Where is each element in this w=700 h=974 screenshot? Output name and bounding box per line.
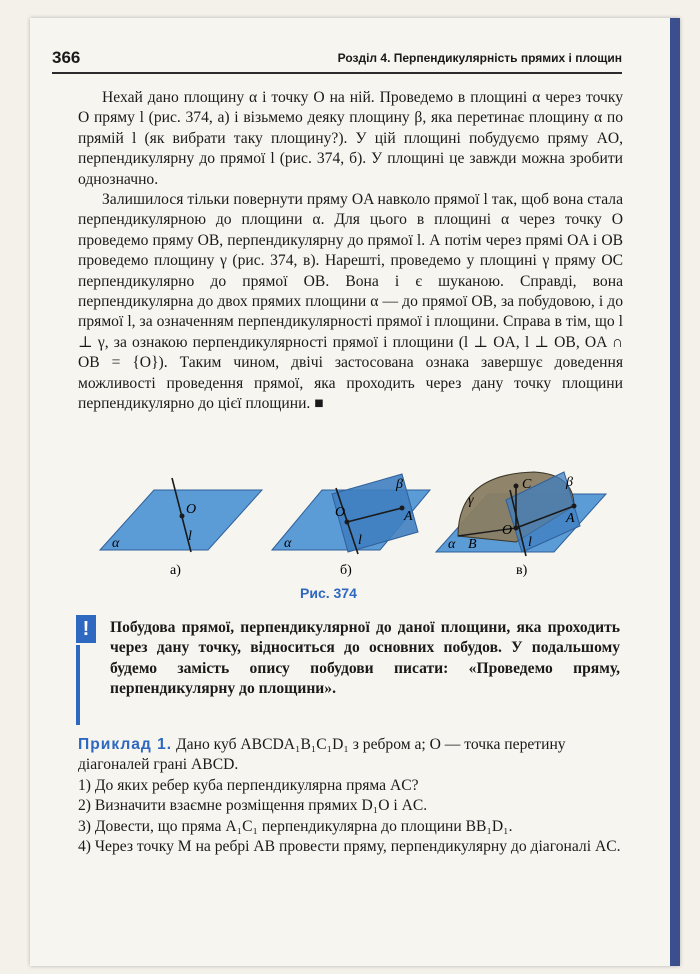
label-l-b: l [358,533,362,548]
label-C-c: C [522,477,532,492]
figure-caption: Рис. 374 [300,585,357,601]
page-header [52,48,622,74]
label-alpha-a: α [112,536,120,551]
label-beta-c: β [566,475,573,490]
plane-alpha-a [100,490,262,550]
label-O-c: O [502,523,513,538]
running-title: Розділ 4. Перпендикулярність прямих і площин [337,51,622,65]
example-item: 2) Визначити взаємне розміщення прямих D₁O і AC. [78,797,428,815]
label-O-b: O [335,505,346,520]
label-O-a: O [186,502,197,517]
example-item: 3) Довести, що пряма A₁C₁ перпендикулярна до площини BB₁D₁. [78,817,513,835]
note-box: Побудова прямої, перпендикулярної до даної площини, яка проходить через дану точку, відноситься до основних побудов. У подальшому будемо замість опису побудови писати: «Проведемо пряму, перпендикулярну до площини». [110,619,620,698]
label-A-c: A [566,511,575,526]
example-label: Приклад 1. [78,736,173,753]
point-A-c [572,504,577,509]
label-l-a: l [188,529,192,544]
label-l-c: l [528,535,532,550]
label-beta-b: β [396,477,403,492]
example-intro: Дано куб ABCDA₁B₁C₁D₁ з ребром a; O — точка перетину діагоналей грані ABCD. [78,736,566,774]
label-alpha-b: α [284,536,292,551]
subcaption-a: а) [170,563,181,578]
paragraph-2: Залишилося тільки повернути пряму OA навколо прямої l так, щоб вона стала перпендикулярною до площини α. Для цього в площині α через точку O проведемо пряму OB, перпендикулярну до прямої l. А потім через прямі OA і OB проведемо площину γ (рис. 374, в). Нарешті, проведемо у площині γ пряму OC перпендикулярно до прямої OB. Вона і є шуканою. Справді, вона перпендикулярна до двох прямих площини α — до прямої OB, за побудовою, і до прямої l, за означенням перпендикулярності прямої і площини. Справа в тім, що l ⊥ γ, за ознакою перпендикулярності прямої і площини (l ⊥ OA, l ⊥ OB, OA ∩ OB = {O}). Таким чином, двічі застосована ознака завершує доведення можливості проведення прямої, яка проходить через дану точку площини перпендикулярно до цієї площини. ■ [78,191,623,413]
point-C-c [514,484,519,489]
subcaption-c: в) [516,563,528,578]
note-accent-bar [76,645,80,725]
example-item: 4) Через точку M на ребрі AB провести пряму, перпендикулярну до діагоналі AC. [78,838,621,856]
example-item: 1) До яких ребер куба перпендикулярна пряма AC? [78,776,419,794]
figure-374 [96,470,616,590]
exclamation-icon: ! [76,615,96,643]
example-1 [78,735,623,857]
label-A-b: A [404,509,413,524]
page-number: 366 [52,48,81,67]
paragraph-1: Нехай дано площину α і точку O на ній. Проведемо в площині α через точку O пряму l (рис. 374, а) і візьмемо деяку площину β, яка перетинає площину α по прямій l (як вибрати таку площину?). У цій площині побудуємо пряму AO, перпендикулярну до прямої l (рис. 374, б). У площині це завжди можна зробити однозначно. [78,89,623,188]
label-B-c: B [468,537,477,552]
point-O-a [180,514,185,519]
example-intro-line [78,735,623,776]
figure-374-drawing [96,470,616,590]
subcaption-b: б) [340,563,352,578]
point-O-c [514,526,519,531]
point-O-b [345,520,350,525]
label-alpha-c: α [448,537,456,552]
label-gamma-c: γ [468,493,474,508]
